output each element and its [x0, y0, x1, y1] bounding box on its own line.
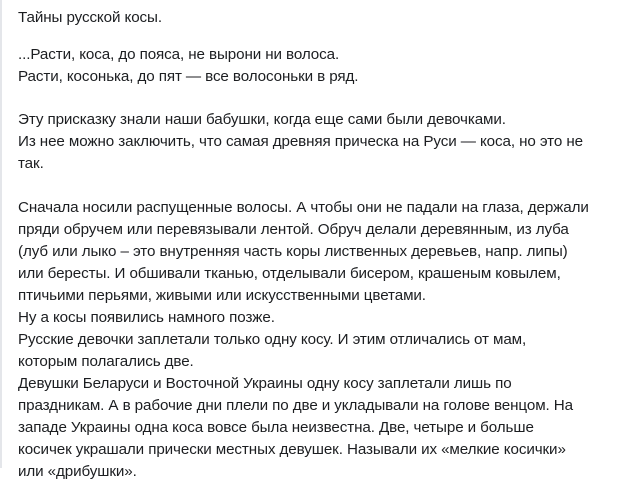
paragraph-line: Из нее можно заключить, что самая древняя прическа на Руси — коса, но это не — [18, 133, 583, 150]
post-title: Тайны русской косы. — [18, 9, 162, 26]
verse-line: ...Расти, коса, до пояса, не вырони ни волоса. — [18, 46, 340, 63]
paragraph-line: или «дрибушки». — [18, 463, 137, 480]
paragraph-line: так. — [18, 155, 44, 172]
paragraph-line: Ну а косы появились намного позже. — [18, 309, 275, 326]
paragraph-line: Русские девочки заплетали только одну косу. И этим отличались от мам, — [18, 331, 527, 348]
verse-line: Расти, косонька, до пят — все волосоньки в ряд. — [18, 68, 359, 85]
paragraph-line: Девушки Беларуси и Восточной Украины одну косу заплетали лишь по — [18, 375, 512, 392]
paragraph-line: (луб или лыко – это внутренняя часть коры лиственных деревьев, напр. липы) — [18, 243, 568, 260]
paragraph-line: Сначала носили распущенные волосы. А чтобы они не падали на глаза, держали — [18, 199, 589, 216]
paragraph-line: косичек украшали прически местных девушек. Называли их «мелкие косички» — [18, 441, 566, 458]
paragraph-line: или бересты. И обшивали тканью, отделывали бисером, крашеным ковылем, — [18, 265, 561, 282]
post-border — [0, 0, 2, 468]
paragraph-line: птичьими перьями, живыми или искусственными цветами. — [18, 287, 426, 304]
paragraph-line: которым полагались две. — [18, 353, 194, 370]
paragraph-line: западе Украины одна коса вовсе была неизвестна. Две, четыре и больше — [18, 419, 534, 436]
paragraph-line: пряди обручем или перевязывали лентой. Обруч делали деревянным, из луба — [18, 221, 569, 238]
paragraph-line: праздникам. А в рабочие дни плели по две и укладывали на голове венцом. На — [18, 397, 574, 414]
paragraph-line: Эту присказку знали наши бабушки, когда еще сами были девочками. — [18, 111, 506, 128]
